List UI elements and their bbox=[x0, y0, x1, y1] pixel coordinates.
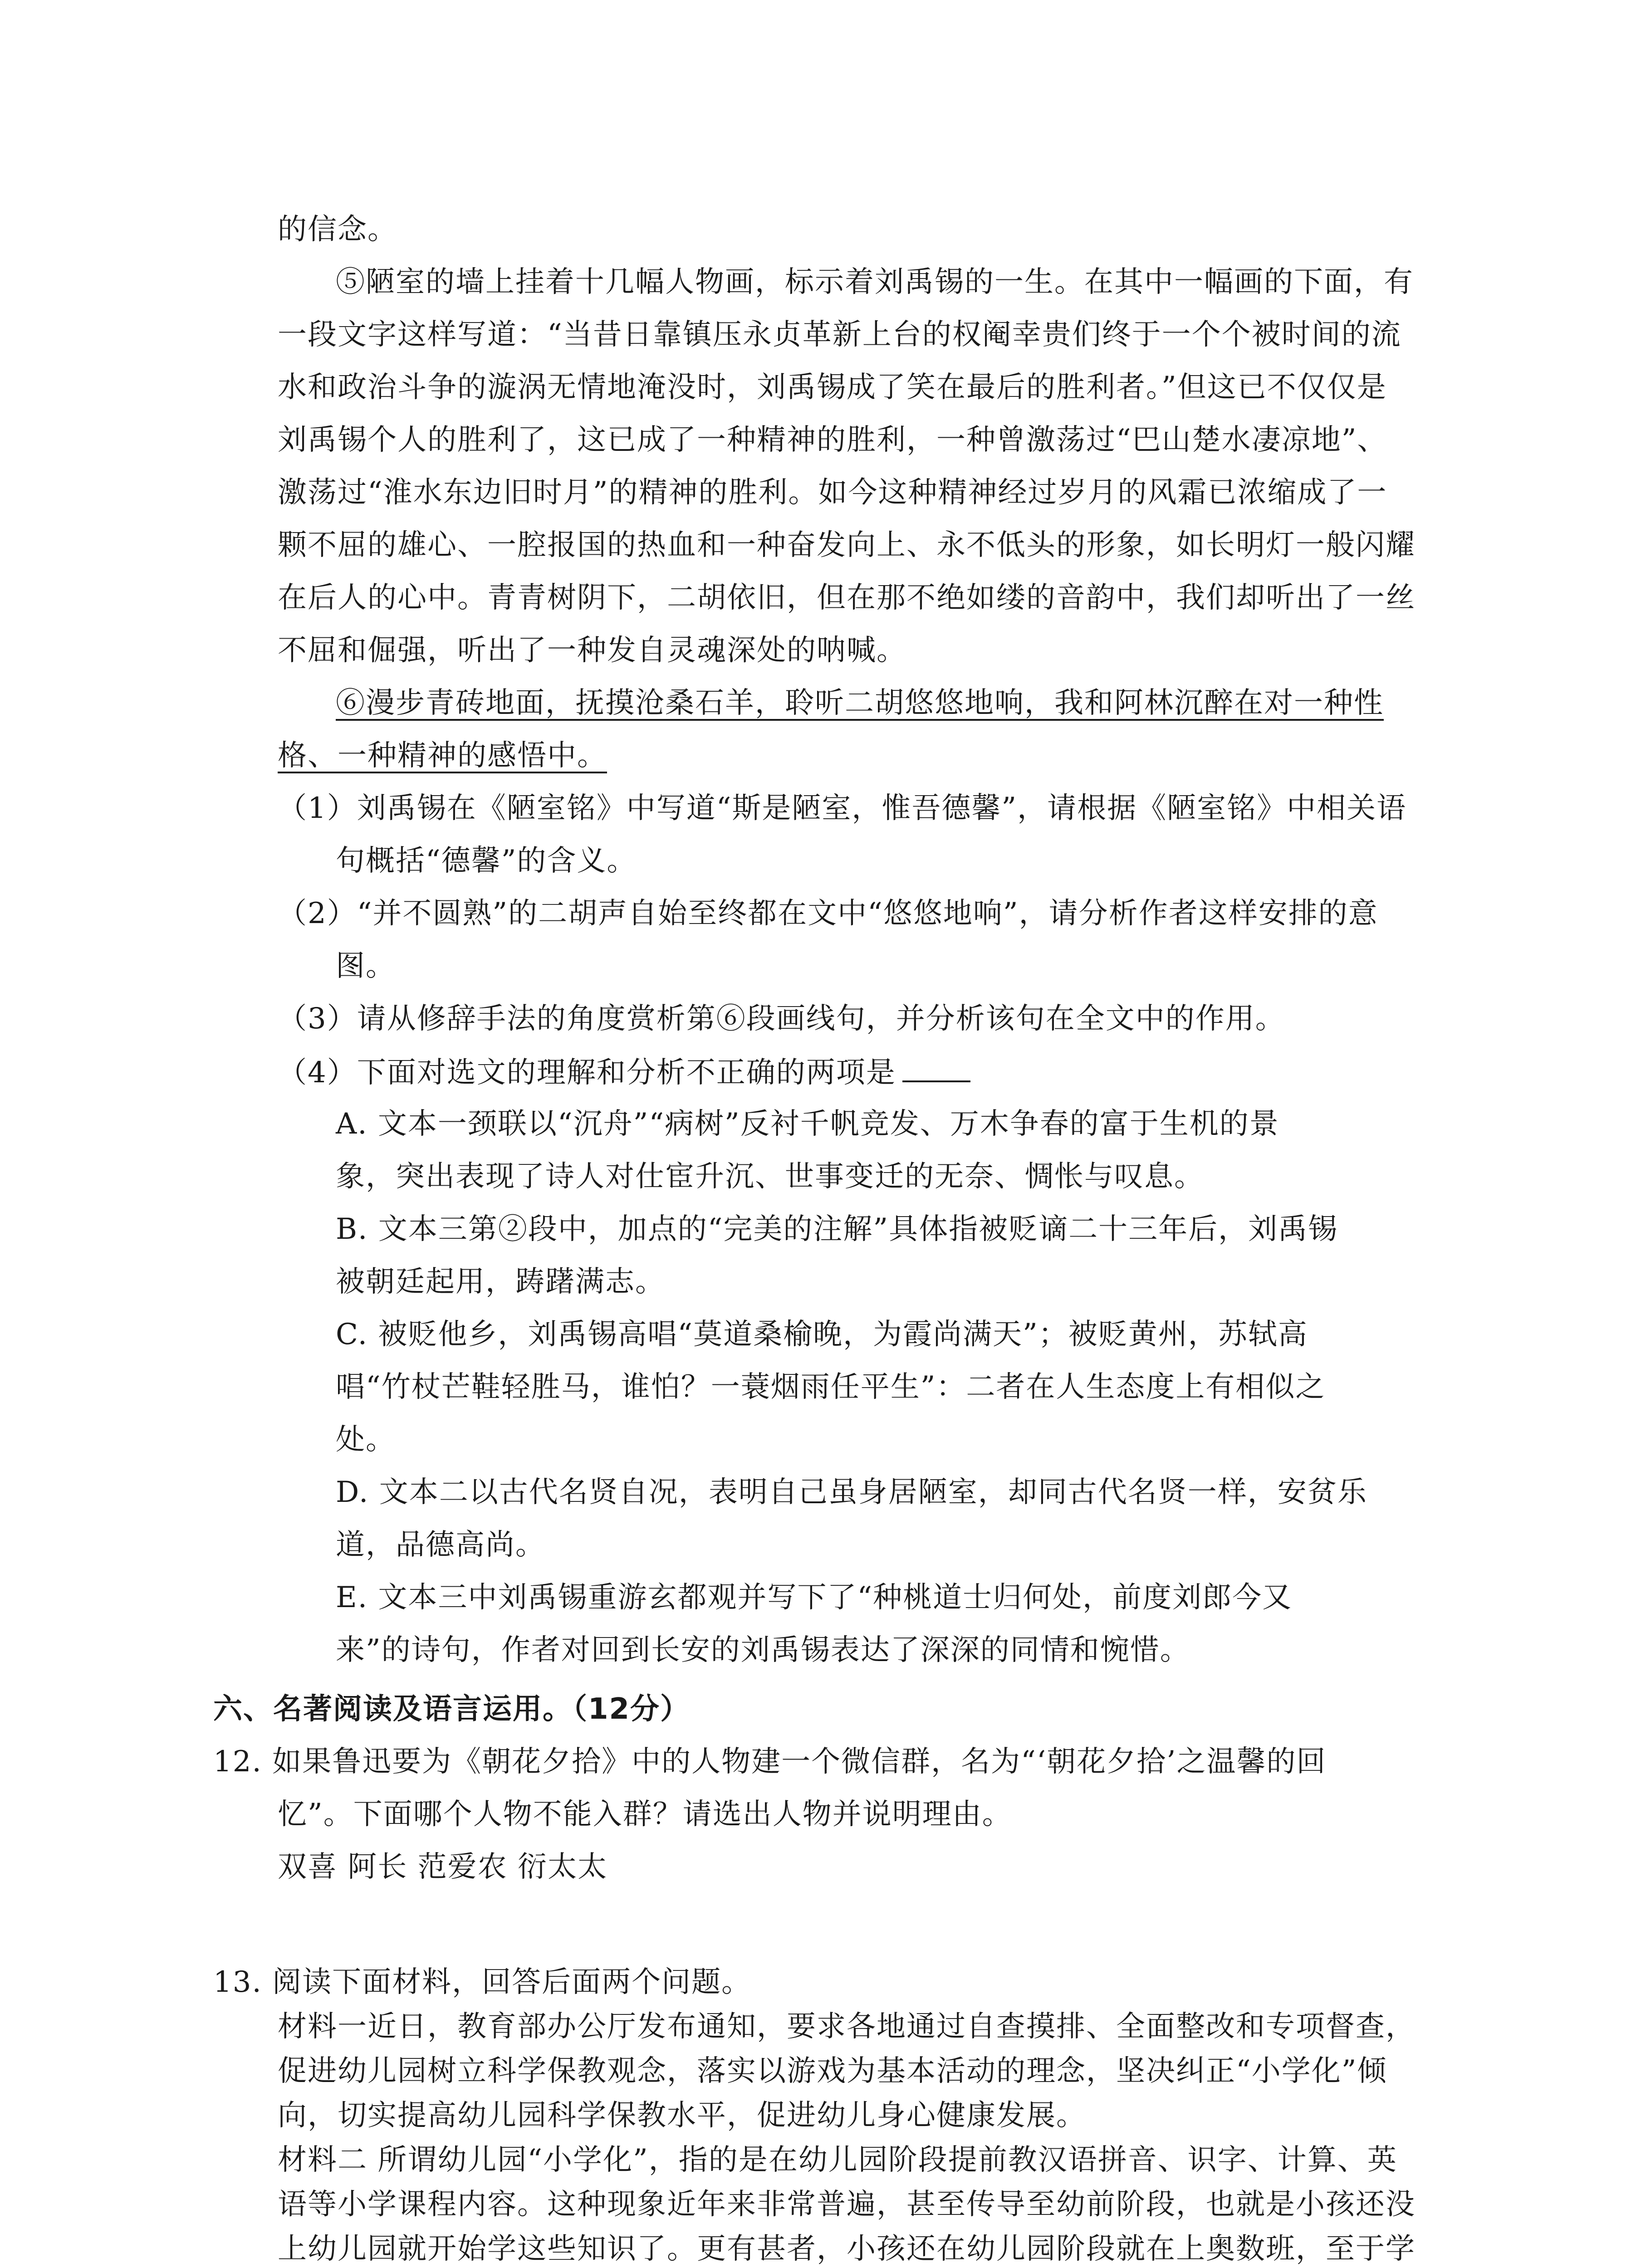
passage-line: 水和政治斗争的漩涡无情地淹没时，刘禹锡成了笑在最后的胜利者。”但这已不仅仅是 bbox=[278, 371, 1387, 404]
option-b-cont: 被朝廷起用，踌躇满志。 bbox=[336, 1265, 665, 1299]
underlined-sentence: ⑥漫步青砖地面，抚摸沧桑石羊，聆听二胡悠悠地响，我和阿林沉醉在对一种性 bbox=[336, 686, 1384, 720]
underlined-sentence: 格、一种精神的感悟中。 bbox=[278, 739, 607, 772]
passage-line: 在后人的心中。青青树阴下，二胡依旧，但在那不绝如缕的音韵中，我们却听出了一丝 bbox=[278, 581, 1416, 615]
option-e: E. 文本三中刘禹锡重游玄都观并写下了“种桃道士归何处，前度刘郎今又 bbox=[336, 1581, 1293, 1614]
question-13: 13. 阅读下面材料，回答后面两个问题。 bbox=[213, 1965, 752, 1999]
question-2: （2）“并不圆熟”的二胡声自始至终都在文中“悠悠地响”，请分析作者这样安排的意 bbox=[278, 897, 1378, 930]
option-e-cont: 来”的诗句，作者对回到长安的刘禹锡表达了深深的同情和惋惜。 bbox=[336, 1633, 1190, 1667]
option-d-cont: 道，品德高尚。 bbox=[336, 1528, 545, 1562]
material-line: 语等小学课程内容。这种现象近年来非常普遍，甚至传导至幼前阶段，也就是小孩还没 bbox=[278, 2188, 1416, 2221]
question-1-cont: 句概括“德馨”的含义。 bbox=[336, 844, 637, 878]
passage-line: 刘禹锡个人的胜利了，这已成了一种精神的胜利，一种曾激荡过“巴山楚水凄凉地”、 bbox=[278, 423, 1387, 457]
answer-blank[interactable] bbox=[902, 1053, 970, 1082]
option-c-cont: 处。 bbox=[336, 1423, 396, 1457]
passage-line: ⑤陋室的墙上挂着十几幅人物画，标示着刘禹锡的一生。在其中一幅画的下面，有 bbox=[336, 265, 1414, 299]
option-a-cont: 象，突出表现了诗人对仕宦升沉、世事变迁的无奈、惆怅与叹息。 bbox=[336, 1160, 1204, 1193]
question-12: 12. 如果鲁迅要为《朝花夕拾》中的人物建一个微信群，名为“‘朝花夕拾’之温馨的回 bbox=[213, 1745, 1327, 1779]
section-heading: 六、名著阅读及语言运用。（12分） bbox=[213, 1692, 691, 1726]
question-4-text: （4）下面对选文的理解和分析不正确的两项是 bbox=[278, 1056, 896, 1090]
question-12-names: 双喜 阿长 范爱农 衍太太 bbox=[278, 1850, 608, 1884]
material-line: 促进幼儿园树立科学保教观念，落实以游戏为基本活动的理念，坚决纠正“小学化”倾 bbox=[278, 2054, 1387, 2088]
question-12-cont: 忆”。下面哪个人物不能入群？请选出人物并说明理由。 bbox=[278, 1798, 1012, 1831]
option-c: C. 被贬他乡，刘禹锡高唱“莫道桑榆晚，为霞尚满天”；被贬黄州，苏轼高 bbox=[336, 1318, 1308, 1351]
passage-line: 的信念。 bbox=[278, 213, 397, 246]
material-line: 上幼儿园就开始学这些知识了。更有甚者，小孩还在幼儿园阶段就在上奥数班，至于学 bbox=[278, 2232, 1416, 2266]
option-b: B. 文本三第②段中，加点的“完美的注解”具体指被贬谪二十三年后，刘禹锡 bbox=[336, 1212, 1338, 1246]
option-a: A. 文本一颈联以“沉舟”“病树”反衬千帆竞发、万木争春的富于生机的景 bbox=[336, 1107, 1279, 1141]
passage-line: 激荡过“淮水东边旧时月”的精神的胜利。如今这种精神经过岁月的风霜已浓缩成了一 bbox=[278, 476, 1387, 509]
passage-line: 颗不屈的雄心、一腔报国的热血和一种奋发向上、永不低头的形象，如长明灯一般闪耀 bbox=[278, 528, 1416, 562]
material-line: 材料一近日，教育部办公厅发布通知，要求各地通过自查摸排、全面整改和专项督查， bbox=[278, 2010, 1416, 2043]
question-3: （3）请从修辞手法的角度赏析第⑥段画线句，并分析该句在全文中的作用。 bbox=[278, 1002, 1285, 1036]
question-2-cont: 图。 bbox=[336, 949, 396, 983]
option-d: D. 文本二以古代名贤自况，表明自己虽身居陋室，却同古代名贤一样，安贫乐 bbox=[336, 1476, 1367, 1509]
material-line: 向，切实提高幼儿园科学保教水平，促进幼儿身心健康发展。 bbox=[278, 2099, 1086, 2132]
question-1: （1）刘禹锡在《陋室铭》中写道“斯是陋室，惟吾德馨”，请根据《陋室铭》中相关语 bbox=[278, 792, 1407, 825]
passage-line: 不屈和倔强，听出了一种发自灵魂深处的呐喊。 bbox=[278, 634, 906, 667]
question-4 bbox=[278, 1053, 970, 1091]
passage-line: 一段文字这样写道：“当昔日靠镇压永贞革新上台的权阉幸贵们终于一个个被时间的流 bbox=[278, 318, 1401, 352]
option-c-cont: 唱“竹杖芒鞋轻胜马，谁怕？一蓑烟雨任平生”：二者在人生态度上有相似之 bbox=[336, 1370, 1326, 1404]
material-line: 材料二 所谓幼儿园“小学化”，指的是在幼儿园阶段提前教汉语拼音、识字、计算、英 bbox=[278, 2143, 1397, 2177]
